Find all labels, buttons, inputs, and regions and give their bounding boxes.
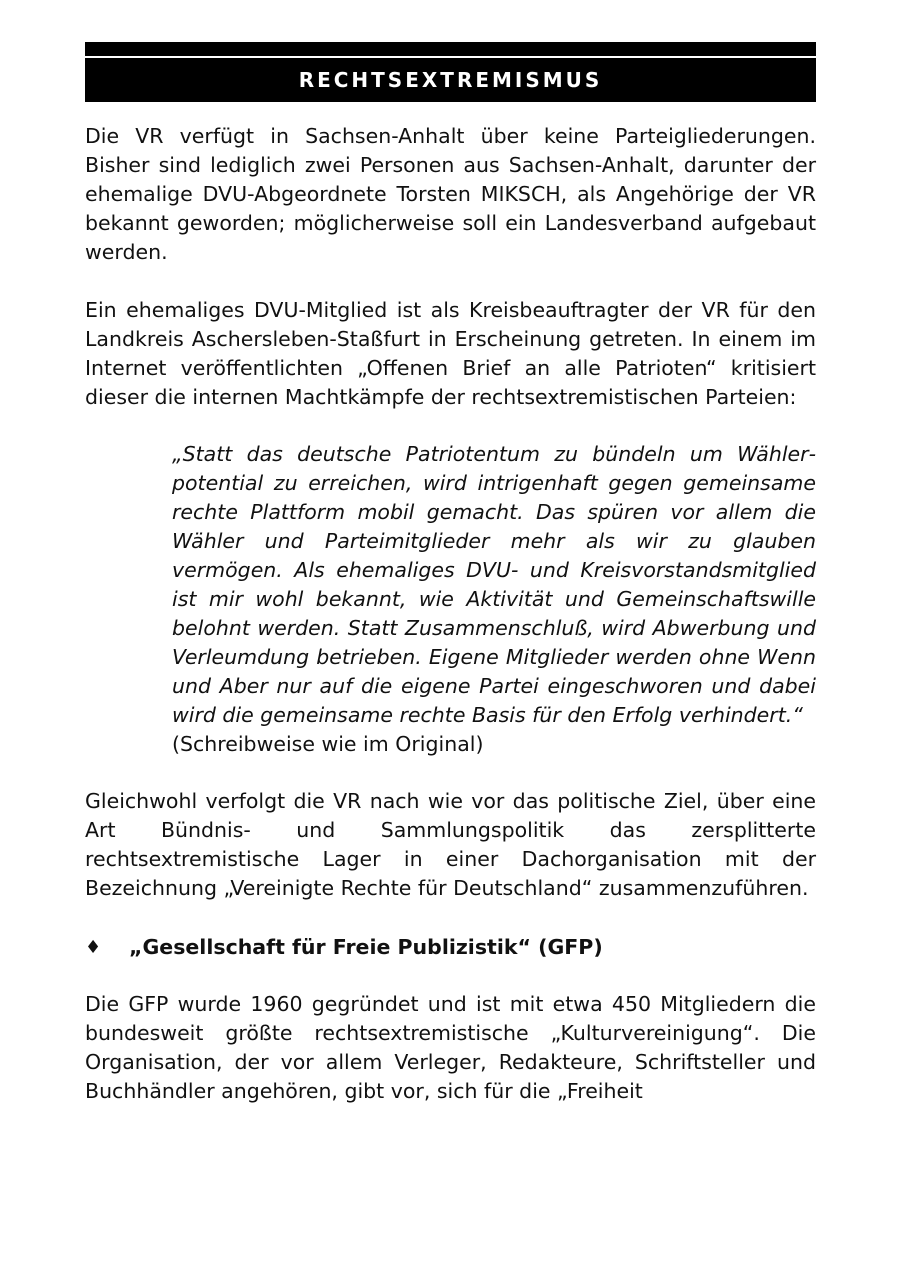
section-heading-text: „Gesellschaft für Freie Publizistik“ (GFP): [129, 935, 603, 959]
paragraph-3: Gleichwohl verfolgt die VR nach wie vor das politische Ziel, über eine Art Bündnis- und Sammlungspolitik das zersplitterte rechtsextremistische Lager in einer Dachorganisation mit der Bezeichnung „Vereinigte Rechte für Deutschland“ zusammenzuführen.: [85, 789, 816, 900]
diamond-bullet-icon: ♦: [85, 937, 102, 958]
paragraph-4: Die GFP wurde 1960 gegründet und ist mit etwa 450 Mitgliedern die bundesweit größte rechtsextremistische „Kulturvereinigung“. Die Organisation, der vor allem Verleger, Redakteure, Schriftsteller und Buchhändler angehören, gibt vor, sich für die „Freiheit: [85, 992, 816, 1103]
block-quote: „Statt das deutsche Patriotentum zu bündeln um Wählerpotential zu erreichen, wird intrigenhaft gegen gemeinsame rechte Plattform mobil gemacht. Das spüren vor allem die Wähler und Parteimitglieder mehr als wir zu glauben vermögen. Als ehemaliges DVU- und Kreisvorstandsmitglied ist mir wohl bekannt, wie Aktivität und Gemeinschaftswille belohnt werden. Statt Zusammenschluß, wird Abwerbung und Verleumdung betrieben. Eigene Mitglieder werden ohne Wenn und Aber nur auf die eigene Partei eingeschworen und dabei wird die gemeinsame rechte Basis für den Erfolg verhindert.“: [172, 442, 816, 727]
section-heading: [85, 933, 816, 962]
quote-note: (Schreibweise wie im Original): [172, 732, 484, 756]
paragraph-2: Ein ehemaliges DVU-Mitglied ist als Kreisbeauftragter der VR für den Landkreis Aschersleben-Staßfurt in Erscheinung getreten. In einem im Internet veröffentlichten „Offenen Brief an alle Patrioten“ kritisiert dieser die internen Machtkämpfe der rechtsextremistischen Parteien:: [85, 298, 816, 409]
document-page: [85, 42, 816, 1106]
paragraph-1: Die VR verfügt in Sachsen-Anhalt über keine Parteigliederungen. Bisher sind lediglich zwei Personen aus Sachsen-Anhalt, darunter der ehemalige DVU-Abgeordnete Torsten MIKSCH, als Angehörige der VR bekannt geworden; möglicherweise soll ein Landesverband aufgebaut werden.: [85, 124, 816, 264]
header-bar: [85, 42, 816, 102]
page-title: RECHTSEXTREMISMUS: [298, 68, 603, 92]
